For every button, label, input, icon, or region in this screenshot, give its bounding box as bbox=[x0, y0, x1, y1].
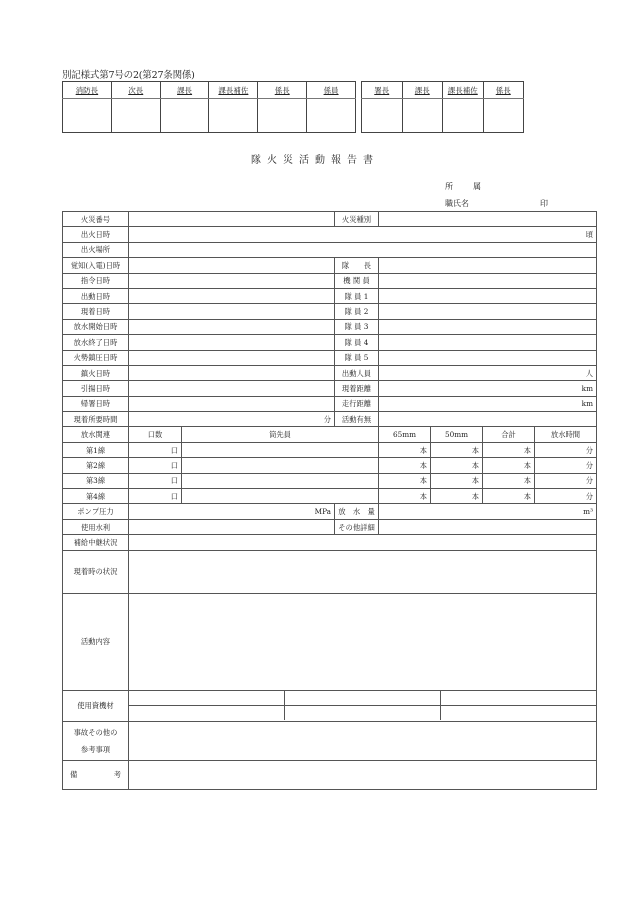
arrival-distance-field[interactable] bbox=[379, 381, 597, 396]
unit-km: km bbox=[581, 399, 594, 409]
unit-km: km bbox=[581, 383, 594, 393]
unit-min: 分 bbox=[585, 476, 594, 486]
label-remarks-char-2: 考 bbox=[113, 770, 121, 780]
stamp-box[interactable] bbox=[258, 99, 307, 133]
line-label: 第2線 bbox=[63, 458, 129, 473]
stamp-cell bbox=[111, 82, 160, 99]
unit-hon: 本 bbox=[471, 445, 480, 455]
hose-50-field[interactable] bbox=[431, 473, 483, 488]
stamp-label: 課長補佐 bbox=[447, 86, 478, 95]
outbreak-place-field[interactable] bbox=[129, 242, 597, 257]
label-member-5: 隊 員 5 bbox=[335, 350, 379, 365]
hose-total-field[interactable] bbox=[483, 458, 535, 473]
unit-hon: 本 bbox=[419, 445, 428, 455]
suppressed-date-field[interactable] bbox=[129, 350, 335, 365]
unit-mpa: MPa bbox=[314, 507, 332, 517]
return-date-field[interactable] bbox=[129, 396, 335, 411]
label-member-1: 隊 員 1 bbox=[335, 288, 379, 303]
stamp-cell bbox=[483, 82, 524, 99]
label-fire-type: 火災種別 bbox=[335, 212, 379, 227]
equipment-cell[interactable] bbox=[285, 691, 441, 706]
stamp-box[interactable] bbox=[111, 99, 160, 133]
stamp-cell bbox=[209, 82, 258, 99]
water-volume-field[interactable] bbox=[379, 504, 597, 519]
stamp-cell bbox=[443, 82, 484, 99]
hose-50-field[interactable] bbox=[431, 442, 483, 457]
water-time-field[interactable] bbox=[535, 473, 597, 488]
label-return-date: 帰署日時 bbox=[63, 396, 129, 411]
stamp-label: 次長 bbox=[128, 86, 144, 95]
equipment-cell[interactable] bbox=[129, 691, 285, 706]
label-suppressed-date: 火勢鎮圧日時 bbox=[63, 350, 129, 365]
line-label: 第3線 bbox=[63, 473, 129, 488]
equipment-table bbox=[129, 691, 596, 720]
hose-65-field[interactable] bbox=[379, 458, 431, 473]
report-table bbox=[62, 211, 597, 790]
member-4-field[interactable] bbox=[379, 335, 597, 350]
other-detail-field[interactable] bbox=[379, 519, 597, 534]
dispatch-date-field[interactable] bbox=[129, 288, 335, 303]
unit-mouth: 口 bbox=[170, 476, 178, 486]
nozzle-count-field[interactable] bbox=[129, 489, 182, 504]
equipment-cell[interactable] bbox=[440, 691, 596, 706]
col-65mm: 65mm bbox=[379, 427, 431, 442]
equipment-cell[interactable] bbox=[129, 706, 285, 721]
stamp-cell bbox=[63, 82, 112, 99]
nozzle-person-field[interactable] bbox=[182, 458, 379, 473]
unit-hon: 本 bbox=[419, 476, 428, 486]
label-engineer: 機 関 員 bbox=[335, 273, 379, 288]
hose-50-field[interactable] bbox=[431, 458, 483, 473]
unit-hon: 本 bbox=[523, 460, 532, 470]
label-extinguish-date: 鎮火日時 bbox=[63, 365, 129, 380]
outbreak-date-field[interactable] bbox=[129, 227, 597, 242]
label-member-3: 隊 員 3 bbox=[335, 319, 379, 334]
stamp-label: 課長補佐 bbox=[218, 86, 249, 95]
label-member-2: 隊 員 2 bbox=[335, 304, 379, 319]
label-remarks bbox=[63, 760, 129, 789]
captain-field[interactable] bbox=[379, 258, 597, 273]
affiliation-label: 所 属 bbox=[445, 182, 487, 191]
required-time-field[interactable] bbox=[129, 412, 335, 427]
form-code: 別記様式第7号の2(第27条関係) bbox=[62, 70, 195, 81]
unit-min: 分 bbox=[585, 491, 594, 501]
label-hose: 放水関連 bbox=[63, 427, 129, 442]
member-5-field[interactable] bbox=[379, 350, 597, 365]
personnel-field[interactable] bbox=[379, 365, 597, 380]
unit-person: 人 bbox=[585, 368, 594, 378]
label-order-date: 指令日時 bbox=[63, 273, 129, 288]
equipment-cell[interactable] bbox=[285, 706, 441, 721]
water-end-date-field[interactable] bbox=[129, 335, 335, 350]
unit-hon: 本 bbox=[523, 445, 532, 455]
stamp-label: 課長 bbox=[414, 86, 430, 95]
stamp-cell bbox=[258, 82, 307, 99]
equipment-cell[interactable] bbox=[440, 706, 596, 721]
label-outbreak-place: 出火場所 bbox=[63, 242, 129, 257]
label-activity-flag: 活動有無 bbox=[335, 412, 379, 427]
remarks-field[interactable] bbox=[129, 760, 597, 789]
col-nozzle-person: 筒先員 bbox=[182, 427, 379, 442]
pump-pressure-field[interactable] bbox=[129, 504, 335, 519]
label-equipment: 使用資機材 bbox=[63, 690, 129, 721]
unit-hon: 本 bbox=[523, 476, 532, 486]
label-accident-line-2: 参考事項 bbox=[80, 744, 111, 754]
unit-min: 分 bbox=[323, 414, 332, 424]
col-total: 合計 bbox=[483, 427, 535, 442]
nozzle-count-field[interactable] bbox=[129, 442, 182, 457]
unit-hon: 本 bbox=[419, 460, 428, 470]
col-50mm: 50mm bbox=[431, 427, 483, 442]
unit-m3: m³ bbox=[583, 507, 594, 517]
stamp-cell bbox=[402, 82, 443, 99]
unit-mouth: 口 bbox=[170, 460, 178, 470]
label-activity: 活動内容 bbox=[63, 593, 129, 690]
label-captain: 隊 長 bbox=[335, 258, 379, 273]
equipment-grid bbox=[129, 690, 597, 721]
water-time-field[interactable] bbox=[535, 489, 597, 504]
page-title: 隊火災活動報告書 bbox=[251, 155, 379, 166]
label-dispatch-date: 出動日時 bbox=[63, 288, 129, 303]
activity-field[interactable] bbox=[129, 593, 597, 690]
nozzle-person-field[interactable] bbox=[182, 473, 379, 488]
member-2-field[interactable] bbox=[379, 304, 597, 319]
unit-hon: 本 bbox=[471, 460, 480, 470]
stamp-label: 署長 bbox=[374, 86, 390, 95]
stamp-box[interactable] bbox=[362, 99, 403, 133]
label-pump-pressure: ポンプ圧力 bbox=[63, 504, 129, 519]
label-relay: 補給中継状況 bbox=[63, 535, 129, 550]
member-3-field[interactable] bbox=[379, 319, 597, 334]
stamp-box[interactable] bbox=[443, 99, 484, 133]
nozzle-count-field[interactable] bbox=[129, 473, 182, 488]
unit-min: 分 bbox=[585, 460, 594, 470]
approval-stamps-right bbox=[361, 81, 524, 133]
stamp-box[interactable] bbox=[160, 99, 209, 133]
stamp-box[interactable] bbox=[483, 99, 524, 133]
label-accident bbox=[63, 721, 129, 760]
label-outbreak-date: 出火日時 bbox=[63, 227, 129, 242]
label-detect-date: 覚知(入電)日時 bbox=[63, 258, 129, 273]
col-water-time: 放水時間 bbox=[535, 427, 597, 442]
label-travel-distance: 走行距離 bbox=[335, 396, 379, 411]
label-water-end-date: 放水終了日時 bbox=[63, 335, 129, 350]
hose-65-field[interactable] bbox=[379, 489, 431, 504]
unit-hon: 本 bbox=[471, 491, 480, 501]
line-label: 第1線 bbox=[63, 442, 129, 457]
label-other-detail: その他詳細 bbox=[335, 519, 379, 534]
member-1-field[interactable] bbox=[379, 288, 597, 303]
stamp-box[interactable] bbox=[402, 99, 443, 133]
unit-mouth: 口 bbox=[170, 445, 178, 455]
order-date-field[interactable] bbox=[129, 273, 335, 288]
unit-hon: 本 bbox=[471, 476, 480, 486]
stamp-box[interactable] bbox=[209, 99, 258, 133]
name-label: 職氏名 bbox=[445, 199, 469, 208]
stamp-label: 課長 bbox=[177, 86, 193, 95]
stamp-label: 係長 bbox=[495, 86, 511, 95]
detect-date-field[interactable] bbox=[129, 258, 335, 273]
label-arrival-status: 現着時の状況 bbox=[63, 550, 129, 593]
stamp-cell bbox=[160, 82, 209, 99]
label-required-time: 現着所要時間 bbox=[63, 412, 129, 427]
arrival-status-field[interactable] bbox=[129, 550, 597, 593]
hose-total-field[interactable] bbox=[483, 473, 535, 488]
label-personnel: 出動人員 bbox=[335, 365, 379, 380]
relay-field[interactable] bbox=[129, 535, 597, 550]
stamp-cell bbox=[362, 82, 403, 99]
stamp-label: 係員 bbox=[323, 86, 339, 95]
unit-approx: 頃 bbox=[585, 230, 594, 240]
label-arrival-distance: 現着距離 bbox=[335, 381, 379, 396]
hose-65-field[interactable] bbox=[379, 442, 431, 457]
seal-mark: 印 bbox=[540, 199, 548, 208]
withdraw-date-field[interactable] bbox=[129, 381, 335, 396]
nozzle-count-field[interactable] bbox=[129, 458, 182, 473]
label-arrival-date: 現着日時 bbox=[63, 304, 129, 319]
label-withdraw-date: 引揚日時 bbox=[63, 381, 129, 396]
hose-total-field[interactable] bbox=[483, 442, 535, 457]
water-source-field[interactable] bbox=[129, 519, 335, 534]
travel-distance-field[interactable] bbox=[379, 396, 597, 411]
unit-min: 分 bbox=[585, 445, 594, 455]
engineer-field[interactable] bbox=[379, 273, 597, 288]
unit-hon: 本 bbox=[419, 491, 428, 501]
nozzle-person-field[interactable] bbox=[182, 442, 379, 457]
unit-hon: 本 bbox=[523, 491, 532, 501]
stamp-box[interactable] bbox=[63, 99, 112, 133]
line-label: 第4線 bbox=[63, 489, 129, 504]
arrival-date-field[interactable] bbox=[129, 304, 335, 319]
unit-mouth: 口 bbox=[170, 491, 178, 501]
hose-total-field[interactable] bbox=[483, 489, 535, 504]
stamp-label: 消防長 bbox=[75, 86, 99, 95]
label-water-start-date: 放水開始日時 bbox=[63, 319, 129, 334]
water-time-field[interactable] bbox=[535, 442, 597, 457]
label-water-source: 使用水利 bbox=[63, 519, 129, 534]
hose-50-field[interactable] bbox=[431, 489, 483, 504]
label-member-4: 隊 員 4 bbox=[335, 335, 379, 350]
fire-type-field[interactable] bbox=[379, 212, 597, 227]
water-start-date-field[interactable] bbox=[129, 319, 335, 334]
activity-flag-field[interactable] bbox=[379, 412, 597, 427]
label-accident-line-1: 事故その他の bbox=[73, 727, 118, 737]
label-fire-no: 火災番号 bbox=[63, 212, 129, 227]
stamp-label: 係長 bbox=[274, 86, 290, 95]
stamp-box[interactable] bbox=[307, 99, 356, 133]
approval-stamps-left bbox=[62, 81, 356, 133]
hose-65-field[interactable] bbox=[379, 473, 431, 488]
extinguish-date-field[interactable] bbox=[129, 365, 335, 380]
stamp-cell bbox=[307, 82, 356, 99]
fire-no-field[interactable] bbox=[129, 212, 335, 227]
water-time-field[interactable] bbox=[535, 458, 597, 473]
nozzle-person-field[interactable] bbox=[182, 489, 379, 504]
label-remarks-char-1: 備 bbox=[70, 770, 78, 780]
col-nozzle-count: 口数 bbox=[129, 427, 182, 442]
label-water-volume: 放 水 量 bbox=[335, 504, 379, 519]
accident-field[interactable] bbox=[129, 721, 597, 760]
